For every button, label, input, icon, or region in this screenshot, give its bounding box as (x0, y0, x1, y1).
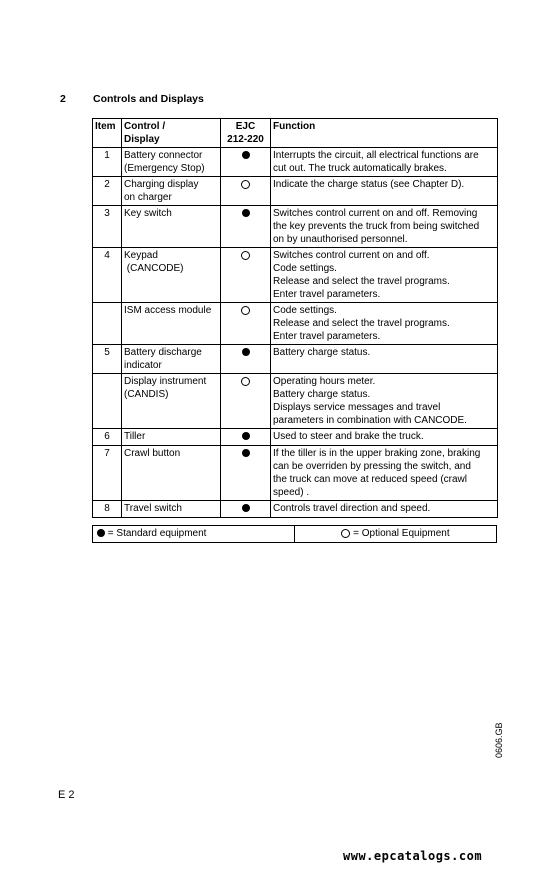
header-model-line1: EJC (235, 121, 256, 132)
function-line: Indicate the charge status (see Chapter D). (273, 179, 465, 190)
table-body (93, 148, 498, 518)
control-name-line: Keypad (124, 250, 158, 261)
item-number: 2 (93, 177, 122, 206)
item-number: 4 (93, 248, 122, 303)
function-line: Controls travel direction and speed. (273, 503, 431, 514)
legend-optional (295, 526, 497, 543)
open-circle-icon (341, 529, 350, 538)
table-row (93, 374, 498, 429)
open-circle-icon (241, 251, 250, 260)
header-model (221, 119, 271, 148)
equipment-indicator (221, 374, 271, 429)
control-name (122, 501, 221, 518)
table-row (93, 446, 498, 501)
control-name-line: indicator (124, 360, 162, 371)
legend-standard (93, 526, 295, 543)
function-line: Switches control current on and off. (273, 250, 430, 261)
item-number (93, 303, 122, 345)
control-name (122, 148, 221, 177)
function-description (271, 206, 498, 248)
item-number: 3 (93, 206, 122, 248)
function-line: Code settings. (273, 305, 337, 316)
header-function: Function (271, 119, 498, 148)
control-name (122, 446, 221, 501)
function-line: Release and select the travel programs. (273, 276, 450, 287)
function-line: the key prevents the truck from being switched (273, 221, 480, 232)
table-row (93, 177, 498, 206)
function-description (271, 148, 498, 177)
control-name-line: Crawl button (124, 448, 181, 459)
control-name-line: (Emergency Stop) (124, 163, 205, 174)
filled-circle-icon (242, 348, 250, 356)
control-name-line: Display instrument (124, 376, 207, 387)
control-name-line: on charger (124, 192, 172, 203)
item-number (93, 374, 122, 429)
table-row (93, 303, 498, 345)
table-row (93, 501, 498, 518)
function-line: Battery charge status. (273, 347, 371, 358)
control-name-line: ISM access module (124, 305, 212, 316)
filled-circle-icon (242, 504, 250, 512)
control-name-line: Travel switch (124, 503, 182, 514)
function-description (271, 429, 498, 446)
function-description (271, 345, 498, 374)
filled-circle-icon (242, 151, 250, 159)
filled-circle-icon (97, 529, 105, 537)
legend-row (93, 526, 497, 543)
table-row (93, 206, 498, 248)
open-circle-icon (241, 306, 250, 315)
item-number: 6 (93, 429, 122, 446)
function-line: Enter travel parameters. (273, 289, 381, 300)
function-line: Release and select the travel programs. (273, 318, 450, 329)
section-number: 2 (60, 93, 66, 105)
equipment-indicator (221, 148, 271, 177)
open-circle-icon (241, 377, 250, 386)
function-line: can be overriden by pressing the switch, and (273, 461, 471, 472)
control-name (122, 345, 221, 374)
controls-table (92, 118, 498, 518)
item-number: 5 (93, 345, 122, 374)
equipment-indicator (221, 248, 271, 303)
control-name (122, 206, 221, 248)
filled-circle-icon (242, 432, 250, 440)
filled-circle-icon (242, 449, 250, 457)
function-description (271, 446, 498, 501)
function-line: Displays service messages and travel (273, 402, 441, 413)
control-name-line: (CANDIS) (124, 389, 169, 400)
header-model-line2: 212-220 (227, 134, 264, 145)
function-line: Battery charge status. (273, 389, 371, 400)
table-row (93, 345, 498, 374)
equipment-indicator (221, 345, 271, 374)
control-name-line: (CANCODE) (124, 263, 184, 274)
function-description (271, 248, 498, 303)
legend-box (92, 525, 497, 543)
header-item: Item (93, 119, 122, 148)
legend-optional-text: = Optional Equipment (353, 528, 450, 539)
equipment-indicator (221, 206, 271, 248)
function-line: If the tiller is in the upper braking zone, braking (273, 448, 481, 459)
item-number: 7 (93, 446, 122, 501)
function-line: cut out. The truck automatically brakes. (273, 163, 447, 174)
document-code: 0606.GB (494, 722, 504, 758)
function-line: Interrupts the circuit, all electrical functions are (273, 150, 479, 161)
equipment-indicator (221, 501, 271, 518)
control-name-line: Tiller (124, 431, 146, 442)
function-line: Enter travel parameters. (273, 331, 381, 342)
legend-standard-text: = Standard equipment (107, 528, 207, 539)
function-line: speed) . (273, 487, 310, 498)
function-line: parameters in combination with CANCODE. (273, 415, 467, 426)
function-line: Operating hours meter. (273, 376, 376, 387)
function-line: the truck can move at reduced speed (crawl (273, 474, 467, 485)
header-control-line1: Control / (124, 121, 166, 132)
control-name (122, 429, 221, 446)
table-row (93, 148, 498, 177)
item-number: 1 (93, 148, 122, 177)
function-line: Used to steer and brake the truck. (273, 431, 424, 442)
control-name (122, 248, 221, 303)
function-description (271, 303, 498, 345)
control-name (122, 303, 221, 345)
control-name-line: Charging display (124, 179, 199, 190)
function-line: Code settings. (273, 263, 337, 274)
header-control-line2: Display (124, 134, 160, 145)
function-line: Switches control current on and off. Removing (273, 208, 478, 219)
control-name-line: Battery discharge (124, 347, 202, 358)
equipment-indicator (221, 177, 271, 206)
equipment-indicator (221, 303, 271, 345)
control-name (122, 374, 221, 429)
function-line: on by unauthorised personnel. (273, 234, 408, 245)
header-control (122, 119, 221, 148)
site-url: www.epcatalogs.com (343, 849, 483, 863)
page-number: E 2 (58, 789, 75, 801)
table-row (93, 429, 498, 446)
control-name-line: Key switch (124, 208, 172, 219)
table-header-row (93, 119, 498, 148)
section-title: Controls and Displays (93, 93, 204, 105)
control-name-line: Battery connector (124, 150, 203, 161)
function-description (271, 501, 498, 518)
filled-circle-icon (242, 209, 250, 217)
table-row (93, 248, 498, 303)
item-number: 8 (93, 501, 122, 518)
function-description (271, 177, 498, 206)
open-circle-icon (241, 180, 250, 189)
equipment-indicator (221, 429, 271, 446)
function-description (271, 374, 498, 429)
control-name (122, 177, 221, 206)
equipment-indicator (221, 446, 271, 501)
